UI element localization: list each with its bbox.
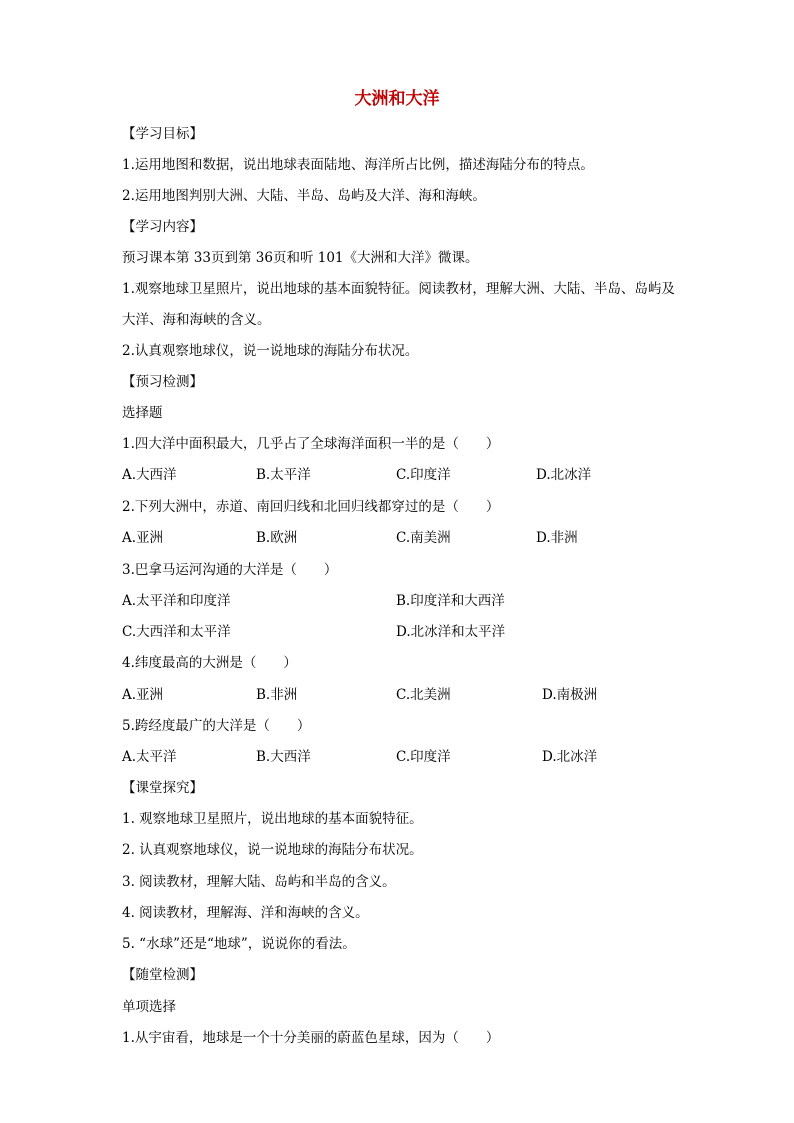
inquiry-item: 5. “水球”还是“地球”，说说你的看法。 <box>122 936 356 952</box>
option: B.欧洲 <box>256 530 298 546</box>
option: B.印度洋和大西洋 <box>396 593 505 609</box>
question-options <box>122 685 682 705</box>
section-heading-goals: 【学习目标】 <box>122 126 203 142</box>
question-options <box>122 622 682 642</box>
option: D.北冰洋 <box>542 749 598 765</box>
question: 1.四大洋中面积最大，几乎占了全球海洋面积一半的是（ ） <box>122 436 500 452</box>
option: B.非洲 <box>256 687 298 703</box>
option: C.南美洲 <box>396 530 451 546</box>
option: A.大西洋 <box>122 467 177 483</box>
option: D.非洲 <box>536 530 578 546</box>
section-heading-pretest: 【预习检测】 <box>122 374 203 390</box>
content-item-continued: 大洋、海和海峡的含义。 <box>122 312 271 328</box>
question-options <box>122 465 682 485</box>
section-heading-inquiry: 【课堂探究】 <box>122 780 203 796</box>
question-options <box>122 528 682 548</box>
inquiry-item: 1. 观察地球卫星照片，说出地球的基本面貌特征。 <box>122 811 423 827</box>
question-options <box>122 747 682 767</box>
quiz-subheading: 单项选择 <box>122 999 176 1015</box>
question: 5.跨经度最广的大洋是（ ） <box>122 718 311 734</box>
option: A.亚洲 <box>122 687 164 703</box>
option: D.北冰洋和太平洋 <box>396 624 506 640</box>
option: B.大西洋 <box>256 749 311 765</box>
option: C.印度洋 <box>396 467 451 483</box>
option: D.南极洲 <box>542 687 598 703</box>
goal-item: 1.运用地图和数据，说出地球表面陆地、海洋所占比例，描述海陆分布的特点。 <box>122 157 594 173</box>
section-heading-quiz: 【随堂检测】 <box>122 967 203 983</box>
option: A.太平洋 <box>122 749 177 765</box>
content-item: 1.观察地球卫星照片，说出地球的基本面貌特征。阅读教材，理解大洲、大陆、半岛、岛屿及 <box>122 281 675 297</box>
page-title: 大洲和大洋 <box>354 89 440 109</box>
content-intro: 预习课本第 33页到第 36页和听 101《大洲和大洋》微课。 <box>122 250 479 266</box>
option: B.太平洋 <box>256 467 311 483</box>
pretest-subheading: 选择题 <box>122 405 163 421</box>
goal-item: 2.运用地图判别大洲、大陆、半岛、岛屿及大洋、海和海峡。 <box>122 188 486 204</box>
question: 2.下列大洲中，赤道、南回归线和北回归线都穿过的是（ ） <box>122 499 500 515</box>
question: 1.从宇宙看，地球是一个十分美丽的蔚蓝色星球，因为（ ） <box>122 1030 500 1046</box>
question-options <box>122 591 682 611</box>
question: 4.纬度最高的大洲是（ ） <box>122 655 297 671</box>
content-item: 2.认真观察地球仪，说一说地球的海陆分布状况。 <box>122 343 419 359</box>
inquiry-item: 2. 认真观察地球仪，说一说地球的海陆分布状况。 <box>122 842 423 858</box>
inquiry-item: 4. 阅读教材，理解海、洋和海峡的含义。 <box>122 905 369 921</box>
option: C.北美洲 <box>396 687 451 703</box>
option: C.大西洋和太平洋 <box>122 624 231 640</box>
section-heading-content: 【学习内容】 <box>122 219 203 235</box>
option: C.印度洋 <box>396 749 451 765</box>
question: 3.巴拿马运河沟通的大洋是（ ） <box>122 562 338 578</box>
option: D.北冰洋 <box>536 467 592 483</box>
option: A.太平洋和印度洋 <box>122 593 231 609</box>
inquiry-item: 3. 阅读教材，理解大陆、岛屿和半岛的含义。 <box>122 874 396 890</box>
option: A.亚洲 <box>122 530 164 546</box>
